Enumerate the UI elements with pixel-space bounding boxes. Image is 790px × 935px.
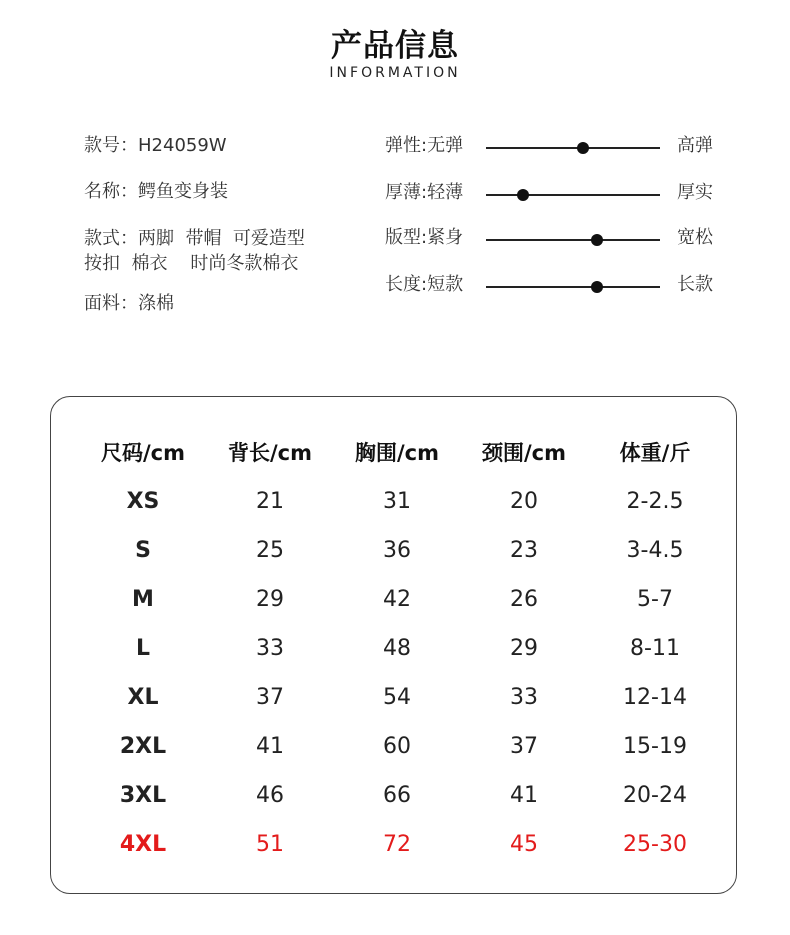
- table-header: 体重/斤: [619, 441, 691, 465]
- size-cell: S: [135, 538, 151, 563]
- back-length-cell: 33: [256, 636, 284, 661]
- weight-cell: 12-14: [623, 685, 687, 710]
- table-header: 背长/cm: [228, 441, 312, 465]
- chest-cell: 66: [383, 783, 411, 808]
- back-length-cell: 37: [256, 685, 284, 710]
- back-length-cell: 41: [256, 734, 284, 759]
- chest-cell: 60: [383, 734, 411, 759]
- product-material-text: 面料：涤棉: [84, 293, 174, 314]
- size-cell: XL: [127, 685, 159, 710]
- product-name-text: 名称：鳄鱼变身装: [84, 181, 228, 202]
- scale-label: 版型:紧身: [385, 227, 464, 248]
- size-table: [50, 396, 737, 894]
- product-style: [84, 226, 305, 276]
- weight-cell: 20-24: [623, 783, 687, 808]
- scale-track: [486, 194, 660, 196]
- back-length-cell: 25: [256, 538, 284, 563]
- chest-cell: 36: [383, 538, 411, 563]
- back-length-cell: 51: [256, 832, 284, 857]
- product-style-line2: 按扣 棉衣 时尚冬款棉衣: [84, 253, 299, 274]
- product-style-line1: 款式：两脚 带帽 可爱造型: [84, 228, 305, 249]
- back-length-cell: 21: [256, 489, 284, 514]
- chest-cell: 31: [383, 489, 411, 514]
- scale-knob: [591, 281, 603, 293]
- chest-cell: 72: [383, 832, 411, 857]
- product-model: [84, 133, 227, 158]
- scale-end-label: 高弹: [677, 135, 713, 156]
- back-length-cell: 46: [256, 783, 284, 808]
- size-cell: 4XL: [119, 832, 167, 857]
- size-cell: 3XL: [119, 783, 167, 808]
- table-header: 胸围/cm: [355, 441, 439, 465]
- weight-cell: 15-19: [623, 734, 687, 759]
- scale-end-label: 长款: [677, 274, 713, 295]
- weight-cell: 2-2.5: [626, 489, 684, 514]
- scale-label: 弹性:无弹: [385, 135, 464, 156]
- scale-track: [486, 239, 660, 241]
- scale-track: [486, 147, 660, 149]
- chest-cell: 54: [383, 685, 411, 710]
- size-cell: XS: [126, 489, 160, 514]
- size-cell: M: [132, 587, 154, 612]
- scale-end-label: 厚实: [677, 182, 713, 203]
- back-length-cell: 29: [256, 587, 284, 612]
- size-cell: 2XL: [119, 734, 167, 759]
- scale-knob: [517, 189, 529, 201]
- neck-cell: 45: [510, 832, 538, 857]
- neck-cell: 33: [510, 685, 538, 710]
- product-material: [84, 291, 174, 316]
- scale-label: 长度:短款: [385, 274, 464, 295]
- neck-cell: 41: [510, 783, 538, 808]
- neck-cell: 37: [510, 734, 538, 759]
- page-title: 产品信息: [331, 28, 459, 64]
- product-model-text: 款号：H24059W: [84, 135, 227, 156]
- product-name: [84, 179, 228, 204]
- chest-cell: 42: [383, 587, 411, 612]
- neck-cell: 23: [510, 538, 538, 563]
- scale-end-label: 宽松: [677, 227, 713, 248]
- chest-cell: 48: [383, 636, 411, 661]
- table-header: 尺码/cm: [101, 441, 185, 465]
- page-subtitle: INFORMATION: [329, 65, 461, 81]
- table-header: 颈围/cm: [482, 441, 566, 465]
- neck-cell: 20: [510, 489, 538, 514]
- neck-cell: 29: [510, 636, 538, 661]
- weight-cell: 5-7: [637, 587, 673, 612]
- weight-cell: 25-30: [623, 832, 687, 857]
- scale-label: 厚薄:轻薄: [385, 182, 464, 203]
- weight-cell: 8-11: [630, 636, 680, 661]
- scale-knob: [591, 234, 603, 246]
- scale-track: [486, 286, 660, 288]
- size-cell: L: [135, 636, 151, 661]
- neck-cell: 26: [510, 587, 538, 612]
- scale-knob: [577, 142, 589, 154]
- weight-cell: 3-4.5: [626, 538, 684, 563]
